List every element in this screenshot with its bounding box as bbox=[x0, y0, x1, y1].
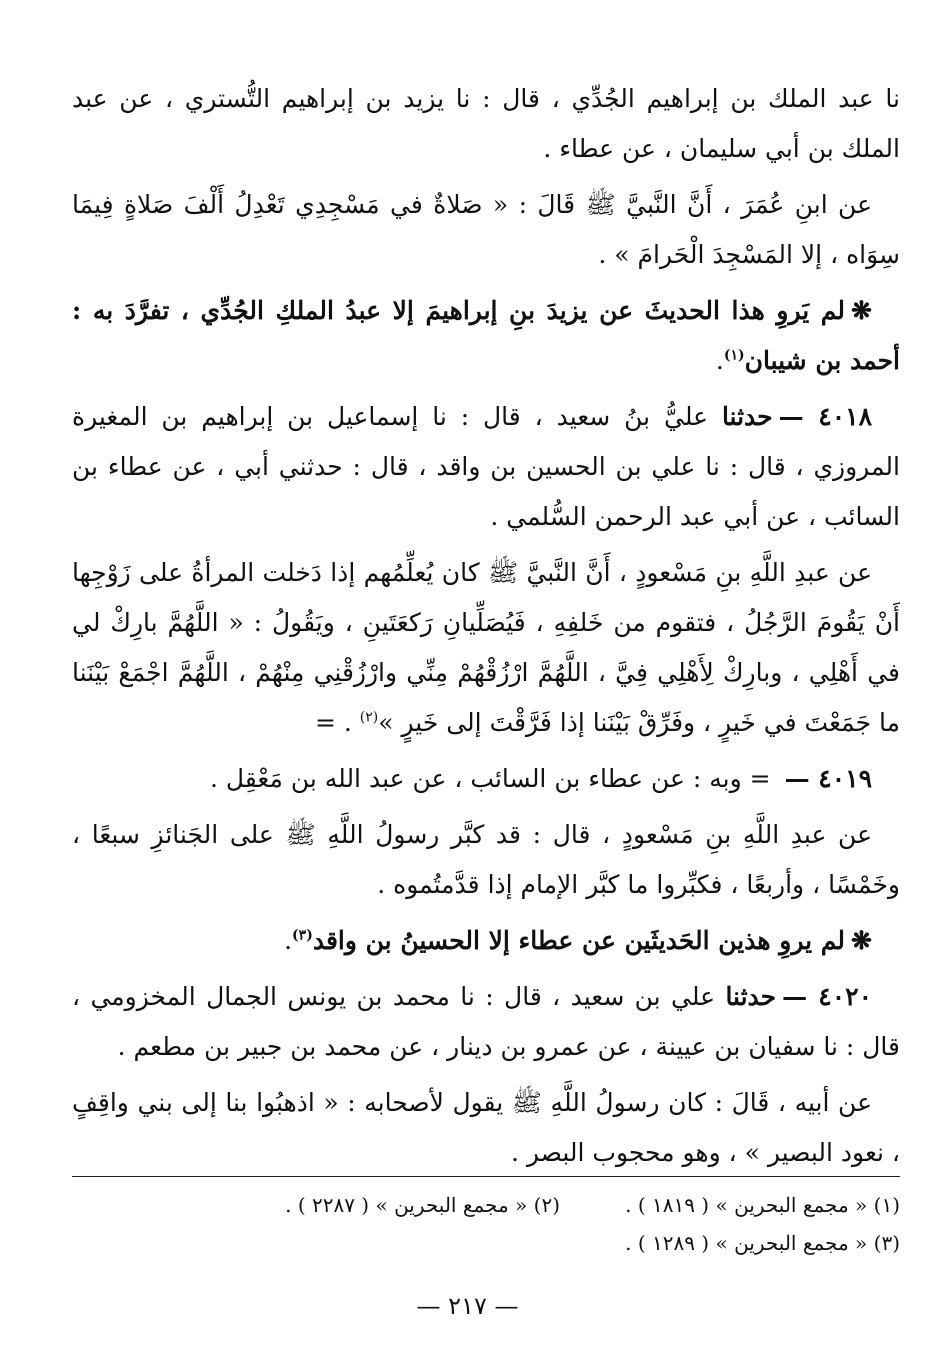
footnote-ref: (٢) bbox=[359, 709, 379, 726]
paragraph-chain-continuation bbox=[72, 74, 900, 174]
paragraph-text: عن ابنِ عُمَرَ ، أَنَّ النَّبيَّ ﷺ قَالَ : « صَلاةٌ في مَسْجِدِي تَعْدِلُ أَلْفَ صَلاةٍ فِيمَا سِوَاه ، إلا المَسْجِدَ الْحَرامَ » . bbox=[72, 190, 900, 269]
paragraph-text: عن عبدِ اللَّهِ بنِ مَسْعودٍ ، قال : قد كبَّر رسولُ اللَّهِ ﷺ على الجَنائزِ سبعًا ، وخَمْسًا ، وأربعًا ، فكبِّروا ما كبَّر الإمام إذا قدَّمتُموه . bbox=[72, 820, 900, 899]
paragraph-text: نا عبد الملك بن إبراهيم الجُدِّي ، قال : نا يزيد بن إبراهيم التُّستري ، عن عبد الملك بن أبي سليمان ، عن عطاء . bbox=[72, 84, 900, 163]
paragraph-hadith-text bbox=[72, 810, 900, 910]
footnotes bbox=[72, 1186, 900, 1262]
star-icon: ❋ bbox=[851, 296, 872, 325]
hadith-4018-chain bbox=[72, 392, 900, 542]
footnote-divider bbox=[72, 1176, 900, 1177]
footnote-1: (١) « مجمع البحرين » ( ١٨١٩ ) . bbox=[625, 1193, 900, 1217]
chain-text: عليُّ بنُ سعيد ، قال : نا إسماعيل بن إبراهيم بن المغيرة المروزي ، قال : نا علي بن الحسين بن واقد ، قال : حدثني أبي ، عن عطاء بن السائب ، عن أبي عبد الرحمن السُّلمي . bbox=[72, 402, 900, 531]
hadith-4019-chain bbox=[72, 754, 900, 804]
chain-text: = وبه : عن عطاء بن السائب ، عن عبد الله بن مَعْقِل . bbox=[209, 764, 771, 793]
paragraph-hadith-text bbox=[72, 180, 900, 280]
paragraph-text: عن أبيه ، قَالَ : كان رسولُ اللَّهِ ﷺ يقول لأصحابه : « اذهبُوا بنا إلى بني واقِفٍ ، نعود البصير » ، وهو محجوب البصر . bbox=[72, 1088, 900, 1167]
note-end: . bbox=[715, 346, 724, 375]
paragraph-end: . = bbox=[314, 708, 352, 737]
footnote-2: (٢) « مجمع البحرين » ( ٢٢٨٧ ) . bbox=[285, 1193, 560, 1217]
chain-text: علي بن سعيد ، قال : نا محمد بن يونس الجمال المخزومي ، قال : نا سفيان بن عيينة ، عن عمرو بن دينار ، عن محمد بن جبير بن مطعم . bbox=[72, 982, 900, 1061]
footnote-ref: (٣) bbox=[292, 927, 313, 944]
hadith-opening-word: حدثنا bbox=[721, 402, 773, 431]
editor-note bbox=[72, 286, 900, 386]
hadith-opening-word: حدثنا bbox=[725, 982, 777, 1011]
footnote-row bbox=[72, 1186, 900, 1224]
paragraph-hadith-text bbox=[72, 548, 900, 748]
footnote-ref: (١) bbox=[723, 347, 745, 364]
hadith-number: ٤٠٢٠ — bbox=[782, 982, 872, 1011]
paragraph-hadith-text bbox=[72, 1078, 900, 1178]
hadith-4020-chain bbox=[72, 972, 900, 1072]
page-number: — ٢١٧ — bbox=[416, 1292, 519, 1320]
footnote-3: (٣) « مجمع البحرين » ( ١٢٨٩ ) . bbox=[625, 1231, 900, 1255]
note-text: لم يَروِ هذا الحديثَ عن يزيدَ بنِ إبراهيمَ إلا عبدُ الملكِ الجُدِّي ، تفرَّدَ به : أحمد بن شيبان bbox=[72, 296, 900, 375]
hadith-number: ٤٠١٨ — bbox=[778, 402, 872, 431]
hadith-number: ٤٠١٩ — bbox=[784, 764, 872, 793]
note-end: . bbox=[284, 926, 293, 955]
page-body bbox=[72, 74, 900, 1184]
paragraph-text: عن عبدِ اللَّهِ بنِ مَسْعودٍ ، أَنَّ النَّبيَّ ﷺ كان يُعلِّمُهم إذا دَخلت المرأةُ على زَوْجِها أَنْ يَقُومَ الرَّجُلُ ، فتقوم من خَلفِهِ ، فَيُصَلِّيانِ رَكعَتَينِ ، ويَقُولُ : « اللَّهُمَّ بارِكْ لي في أَهْلِي ، وبارِكْ لِأَهْلِي فِيَّ ، اللَّهُمَّ ارْزُقْهُمْ مِنِّي وارْزُقْنِي مِنْهُمْ ، اللَّهُمَّ اجْمَعْ بَيْنَنا ما جَمَعْتَ في خَيرٍ ، وفَرِّقْ بَيْنَنا إذا فَرَّقْتَ إلى خَيرٍ » bbox=[72, 558, 900, 737]
editor-note bbox=[72, 916, 900, 966]
note-text: لم يروِ هذين الحَديثَين عن عطاء إلا الحسينُ بن واقد bbox=[312, 926, 846, 955]
footnote-row bbox=[72, 1224, 900, 1262]
star-icon: ❋ bbox=[851, 926, 872, 955]
